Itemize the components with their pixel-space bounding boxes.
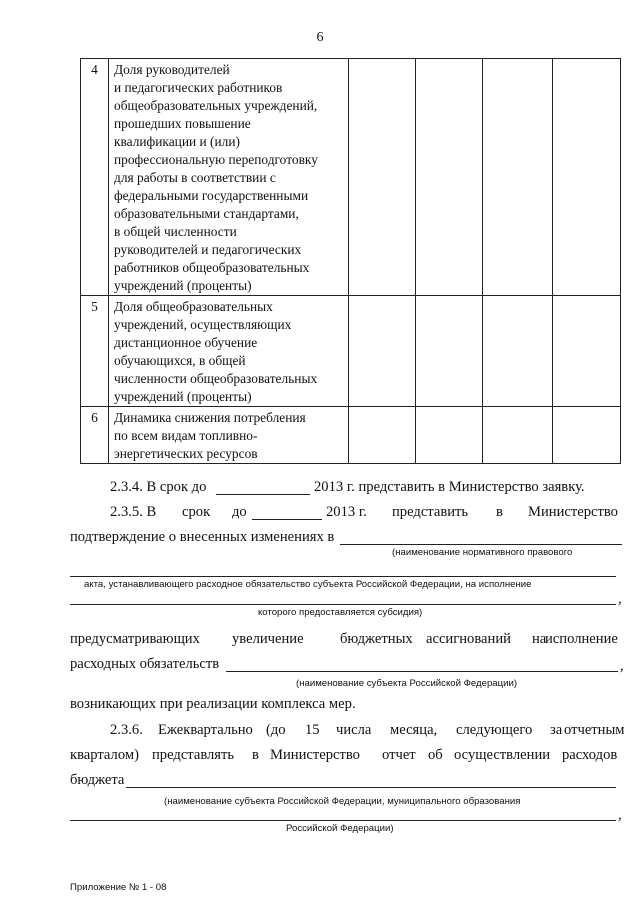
p236-word: числа bbox=[336, 722, 372, 738]
empty-cell bbox=[349, 407, 416, 464]
blank-line bbox=[340, 544, 622, 545]
desc-line: федеральными государственными bbox=[114, 188, 309, 203]
p236-word: следующего bbox=[456, 722, 533, 738]
blank-line bbox=[70, 576, 616, 577]
comma: , bbox=[620, 658, 624, 674]
empty-cell bbox=[483, 59, 553, 296]
desc-line: для работы в соответствии с bbox=[114, 170, 276, 185]
empty-cell bbox=[483, 407, 553, 464]
caption: (наименование субъекта Российской Федерации) bbox=[296, 678, 518, 689]
p235-word: Министерство bbox=[528, 504, 618, 520]
desc-line: Доля общеобразовательных bbox=[114, 299, 273, 314]
caption: акта, устанавливающего расходное обязательство субъекта Российской Федерации, на исполнение bbox=[84, 579, 532, 590]
empty-cell bbox=[349, 296, 416, 407]
p236-word: в bbox=[252, 747, 259, 763]
p236-word: за bbox=[550, 722, 563, 738]
p236-word: об bbox=[428, 747, 443, 763]
blank-line bbox=[70, 604, 616, 605]
desc-line: в общей численности bbox=[114, 224, 237, 239]
row-description bbox=[109, 296, 349, 407]
p236-word: Ежеквартально bbox=[158, 722, 253, 738]
desc-line: обучающихся, в общей bbox=[114, 353, 246, 368]
p234-start: 2.3.4. В срок до bbox=[110, 479, 207, 495]
desc-line: руководителей и педагогических bbox=[114, 242, 302, 257]
desc-line: Динамика снижения потребления bbox=[114, 410, 306, 425]
row-number: 4 bbox=[81, 59, 109, 296]
table-row bbox=[81, 59, 621, 296]
p235-line2: подтверждение о внесенных изменениях в bbox=[70, 529, 335, 545]
caption: Российской Федерации) bbox=[286, 823, 394, 834]
cont-line3: возникающих при реализации комплекса мер. bbox=[70, 696, 356, 712]
table-row bbox=[81, 296, 621, 407]
desc-line: учреждений, осуществляющих bbox=[114, 317, 292, 332]
blank-date-line bbox=[216, 494, 310, 495]
empty-cell bbox=[553, 296, 621, 407]
p236-word: представлять bbox=[152, 747, 235, 763]
p234-end: 2013 г. представить в Министерство заявку. bbox=[314, 479, 585, 495]
footer-note: Приложение № 1 - 08 bbox=[70, 882, 167, 893]
cont-word: исполнение bbox=[545, 631, 618, 647]
p236-word: 15 bbox=[305, 722, 320, 738]
blank-line bbox=[126, 787, 616, 788]
empty-cell bbox=[483, 296, 553, 407]
empty-cell bbox=[553, 407, 621, 464]
cont-line2: расходных обязательств bbox=[70, 656, 220, 672]
comma: , bbox=[618, 807, 622, 823]
page-number: 6 bbox=[316, 30, 324, 45]
desc-line: численности общеобразовательных bbox=[114, 371, 318, 386]
p236-word: расходов bbox=[562, 747, 618, 763]
desc-line: дистанционное обучение bbox=[114, 335, 258, 350]
caption: (наименование субъекта Российской Федерации, муниципального образования bbox=[164, 796, 521, 807]
p236-line3: бюджета bbox=[70, 772, 125, 788]
p235-word: 2.3.5. В bbox=[110, 504, 157, 520]
row-description bbox=[109, 59, 349, 296]
p236-word: 2.3.6. bbox=[110, 722, 143, 738]
desc-line: профессиональную переподготовку bbox=[114, 152, 318, 167]
p236-word: отчетным bbox=[564, 722, 625, 738]
blank-line bbox=[70, 820, 616, 821]
blank-line bbox=[226, 671, 618, 672]
p236-word: осуществлении bbox=[454, 747, 551, 763]
empty-cell bbox=[416, 296, 483, 407]
row-number: 6 bbox=[81, 407, 109, 464]
p235-word: в bbox=[496, 504, 503, 520]
empty-cell bbox=[416, 407, 483, 464]
desc-line: учреждений (проценты) bbox=[114, 389, 252, 404]
empty-cell bbox=[416, 59, 483, 296]
p236-word: Министерство bbox=[270, 747, 360, 763]
caption: которого предоставляется субсидия) bbox=[258, 607, 423, 618]
desc-line: образовательными стандартами, bbox=[114, 206, 299, 221]
p235-word: срок bbox=[182, 504, 211, 520]
p235-word: до bbox=[232, 504, 247, 520]
desc-line: работников общеобразовательных bbox=[114, 260, 310, 275]
desc-line: по всем видам топливно- bbox=[114, 428, 258, 443]
p235-word: представить bbox=[392, 504, 469, 520]
cont-word: ассигнований bbox=[426, 631, 511, 647]
desc-line: и педагогических работников bbox=[114, 80, 283, 95]
desc-line: Доля руководителей bbox=[114, 62, 230, 77]
cont-word: на bbox=[532, 631, 547, 647]
desc-line: общеобразовательных учреждений, bbox=[114, 98, 318, 113]
row-description bbox=[109, 407, 349, 464]
desc-line: квалификации и (или) bbox=[114, 134, 240, 149]
p236-word: кварталом) bbox=[70, 747, 139, 763]
p236-word: (до bbox=[266, 722, 286, 738]
blank-date-line bbox=[252, 519, 322, 520]
comma: , bbox=[618, 591, 622, 607]
p236-word: месяца, bbox=[390, 722, 438, 738]
p236-word: отчет bbox=[382, 747, 416, 763]
desc-line: прошедших повышение bbox=[114, 116, 251, 131]
cont-word: бюджетных bbox=[340, 631, 413, 647]
desc-line: учреждений (проценты) bbox=[114, 278, 252, 293]
desc-line: энергетических ресурсов bbox=[114, 446, 258, 461]
caption: (наименование нормативного правового bbox=[392, 547, 573, 558]
empty-cell bbox=[349, 59, 416, 296]
cont-word: увеличение bbox=[232, 631, 304, 647]
p235-word: 2013 г. bbox=[326, 504, 367, 520]
table-row bbox=[81, 407, 621, 464]
indicators-table bbox=[80, 58, 621, 464]
cont-word: предусматривающих bbox=[70, 631, 200, 647]
empty-cell bbox=[553, 59, 621, 296]
row-number: 5 bbox=[81, 296, 109, 407]
